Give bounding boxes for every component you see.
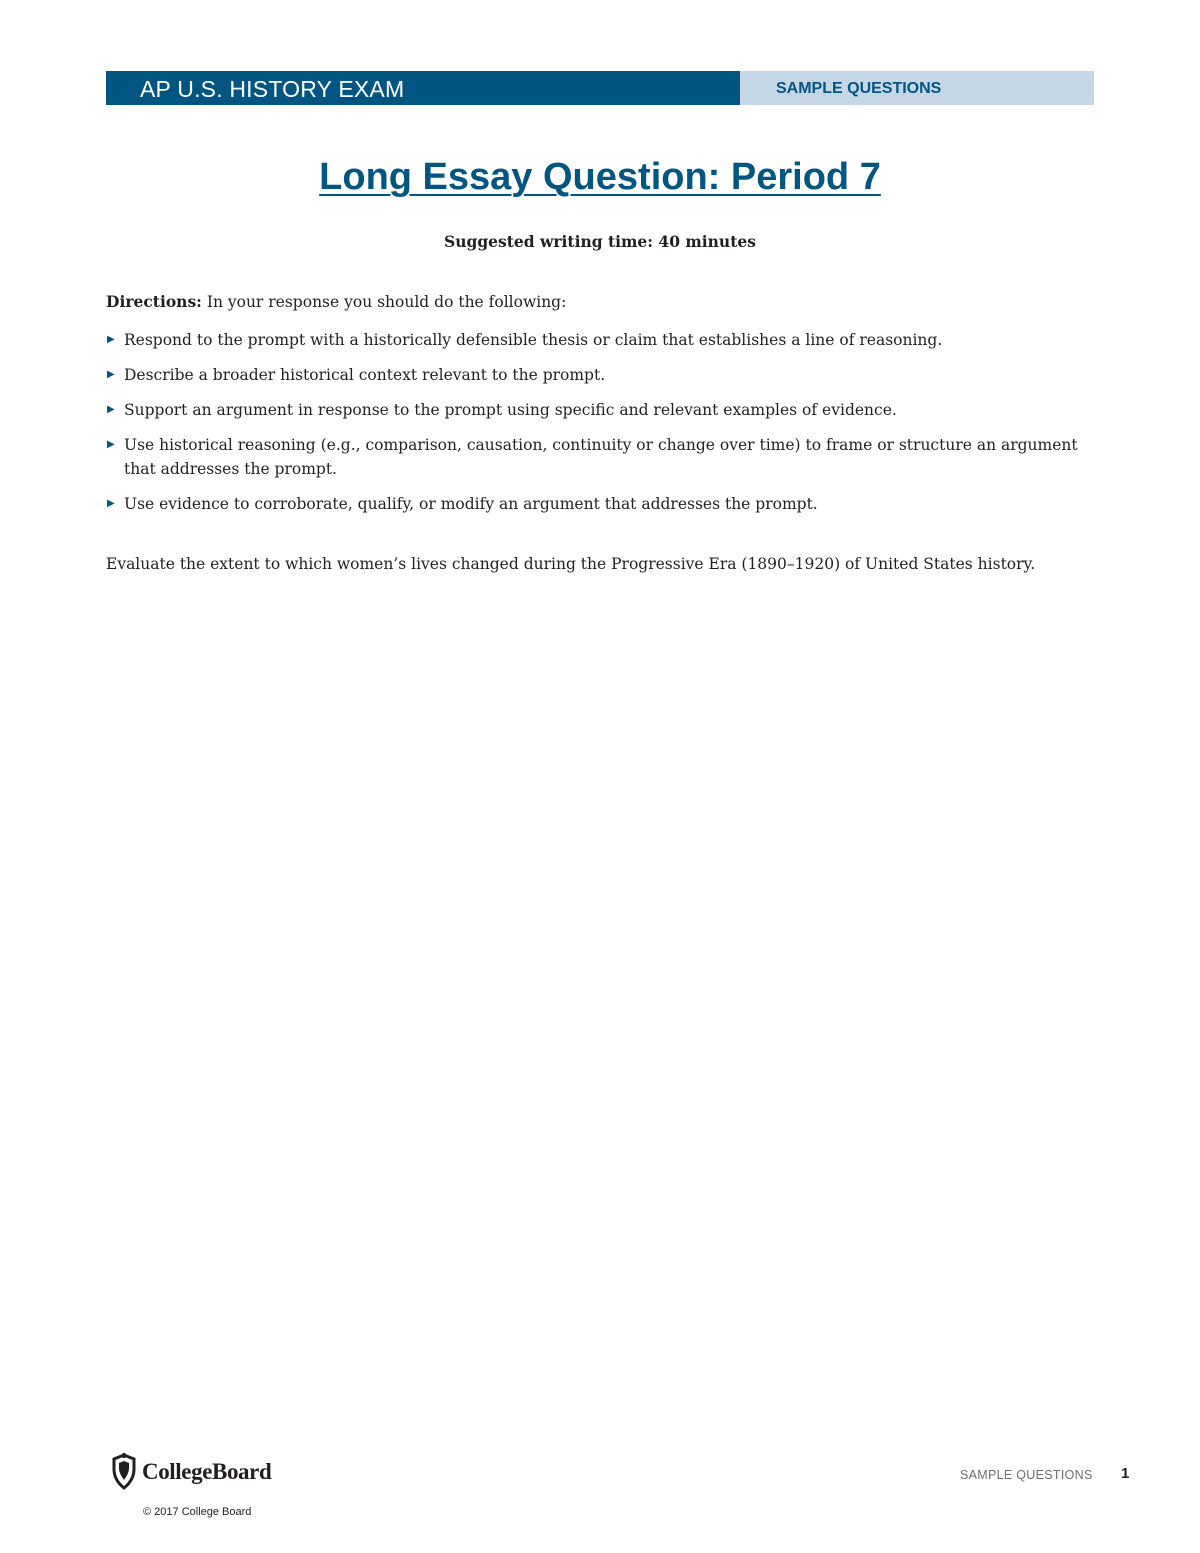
list-item-text: Use evidence to corroborate, qualify, or modify an argument that addresses the prompt.	[124, 495, 818, 513]
writing-time: Suggested writing time: 40 minutes	[444, 232, 756, 251]
college-board-acorn-icon	[110, 1453, 138, 1491]
list-item-text: Use historical reasoning (e.g., comparison, causation, continuity or change over time) to frame or structure an argument that addresses the prompt.	[124, 436, 1078, 478]
list-item	[106, 328, 1094, 352]
triangle-right-icon: ▶	[107, 404, 115, 415]
footer-section-label: SAMPLE QUESTIONS	[960, 1468, 1093, 1482]
list-item-text: Respond to the prompt with a historically defensible thesis or claim that establishes a line of reasoning.	[124, 331, 943, 349]
section-label: SAMPLE QUESTIONS	[740, 71, 1094, 105]
essay-prompt: Evaluate the extent to which women’s lives changed during the Progressive Era (1890–1920) of United States history.	[106, 555, 1036, 573]
directions-list	[106, 328, 1094, 527]
triangle-right-icon: ▶	[107, 498, 115, 509]
header-band	[106, 71, 1094, 105]
page-title: Long Essay Question: Period 7	[319, 156, 881, 198]
list-item	[106, 363, 1094, 387]
directions	[106, 291, 1094, 313]
logo-text: CollegeBoard	[142, 1459, 272, 1484]
directions-text: In your response you should do the following:	[201, 293, 567, 311]
exam-title: AP U.S. HISTORY EXAM	[106, 71, 740, 105]
triangle-right-icon: ▶	[107, 334, 115, 345]
list-item	[106, 433, 1094, 481]
directions-label: Directions:	[106, 292, 202, 311]
page-number: 1	[1121, 1465, 1130, 1482]
triangle-right-icon: ▶	[107, 439, 115, 450]
copyright: © 2017 College Board	[143, 1506, 252, 1518]
list-item	[106, 398, 1094, 422]
list-item	[106, 492, 1094, 516]
college-board-logo	[110, 1452, 271, 1492]
list-item-text: Describe a broader historical context relevant to the prompt.	[124, 366, 606, 384]
list-item-text: Support an argument in response to the prompt using specific and relevant examples of evidence.	[124, 401, 897, 419]
triangle-right-icon: ▶	[107, 369, 115, 380]
